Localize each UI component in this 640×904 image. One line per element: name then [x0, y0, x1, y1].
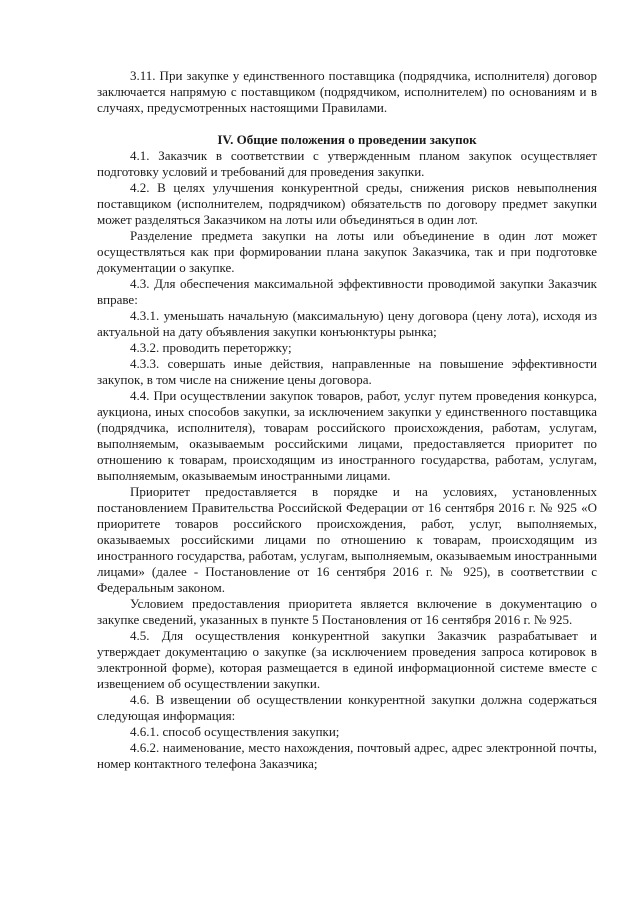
paragraph-4-3-2: 4.3.2. проводить переторжку;: [130, 340, 292, 355]
paragraph-priority-condition: Условием предоставления приоритета является включение в документацию о закупке сведений, указанных в пункте 5 Постановления от 16 сентября 2016 г. № 925.: [97, 596, 597, 627]
paragraph-4-6: 4.6. В извещении об осуществлении конкурентной закупки должна содержаться следующая информация:: [97, 692, 597, 723]
document-body: [97, 68, 597, 772]
paragraph-4-3-1: 4.3.1. уменьшать начальную (максимальную) цену договора (цену лота), исходя из актуальной на дату объявления закупки конъюнктуры рынка;: [97, 308, 597, 339]
paragraph-4-4: 4.4. При осуществлении закупок товаров, работ, услуг путем проведения конкурса, аукциона, иных способов закупки, за исключением закупки у единственного поставщика (подрядчика, исполнителя), товарам российского происхождения, работам, услугам, выполняемым, оказываемым российскими лицами, предоставляется приоритет по отношению к товарам, происходящим из иностранного государства, работам, услугам, выполняемым, оказываемым иностранными лицами.: [97, 388, 597, 483]
paragraph-lot-division: Разделение предмета закупки на лоты или объединение в один лот может осуществляться как при формировании плана закупок Заказчика, так и при подготовке документации о закупке.: [97, 228, 597, 275]
paragraph-4-3: 4.3. Для обеспечения максимальной эффективности проводимой закупки Заказчик вправе:: [97, 276, 597, 307]
paragraph-4-6-2: 4.6.2. наименование, место нахождения, почтовый адрес, адрес электронной почты, номер контактного телефона Заказчика;: [97, 740, 597, 771]
paragraph-3-11: 3.11. При закупке у единственного поставщика (подрядчика, исполнителя) договор заключается напрямую с поставщиком (подрядчиком, исполнителем) по основаниям и в случаях, предусмотренных настоящими Правилами.: [97, 68, 597, 115]
paragraph-priority: Приоритет предоставляется в порядке и на условиях, установленных постановлением Правительства Российской Федерации от 16 сентября 2016 г. № 925 «О приоритете товаров российского происхождения, работ, услуг, выполняемых, оказываемых российскими лицами по отношению к товарам, происходящим из иностранного государства, работам, услугам, выполняемым, оказываемым иностранными лицами» (далее - Постановление от 16 сентября 2016 г. № 925), в соответствии с Федеральным законом.: [97, 484, 597, 595]
paragraph-4-1: 4.1. Заказчик в соответствии с утвержденным планом закупок осуществляет подготовку условий и требований для проведения закупки.: [97, 148, 597, 179]
paragraph-4-2: 4.2. В целях улучшения конкурентной среды, снижения рисков невыполнения поставщиком (исполнителем, подрядчиком) обязательств по договору предмет закупки может разделяться Заказчиком на лоты или объединяться в один лот.: [97, 180, 597, 227]
paragraph-4-6-1: 4.6.1. способ осуществления закупки;: [130, 724, 340, 739]
paragraph-4-5: 4.5. Для осуществления конкурентной закупки Заказчик разрабатывает и утверждает документацию о закупке (за исключением проведения запроса котировок в электронной форме), которая размещается в единой информационной системе вместе с извещением об осуществлении закупки.: [97, 628, 597, 691]
paragraph-4-3-3: 4.3.3. совершать иные действия, направленные на повышение эффективности закупок, в том числе на снижение цены договора.: [97, 356, 597, 387]
section-heading: IV. Общие положения о проведении закупок: [217, 132, 477, 147]
